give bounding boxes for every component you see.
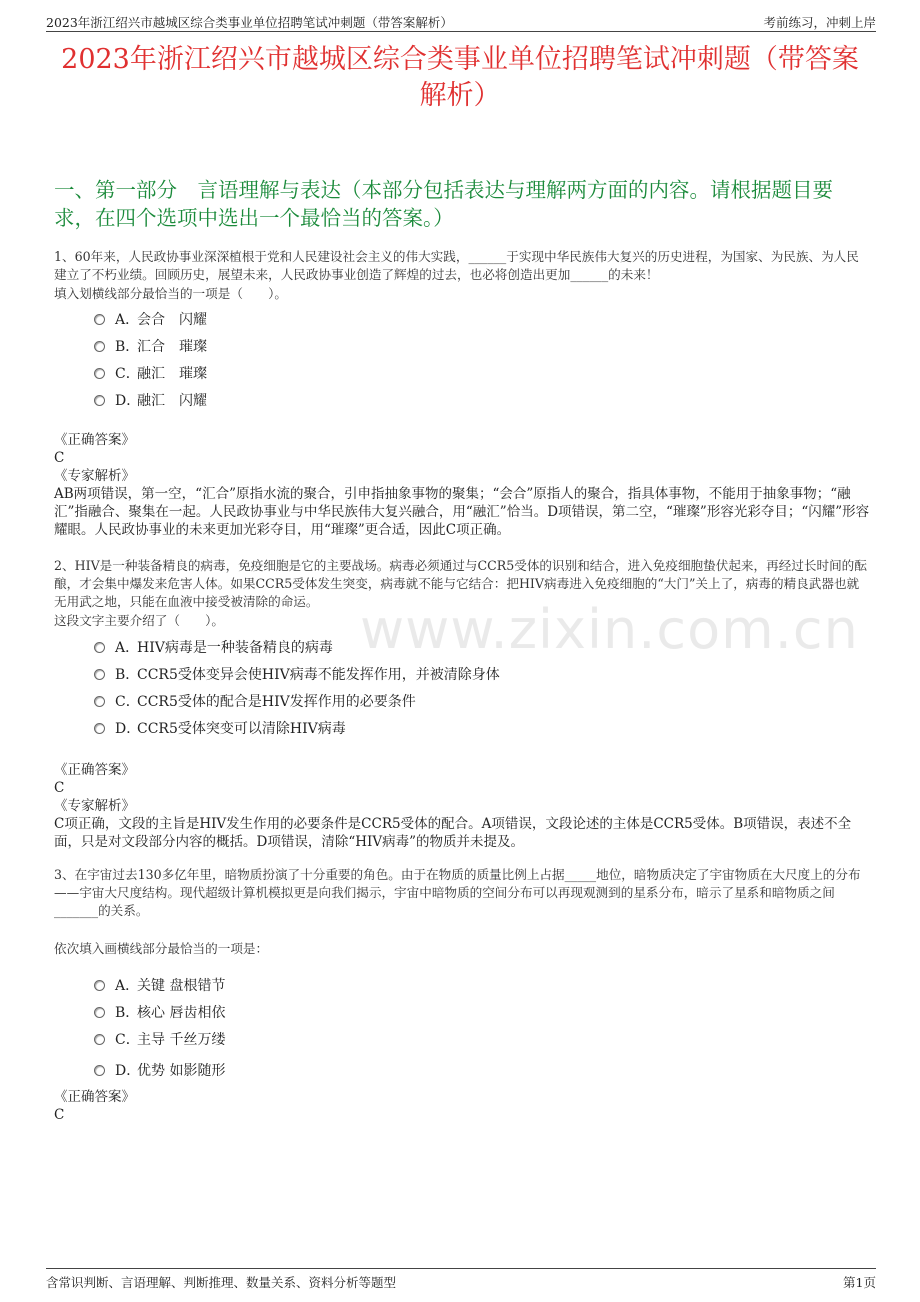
option-c[interactable]: C．融汇 璀璨 [94,363,207,383]
analysis-label: 《专家解析》 [54,798,135,814]
question-1-answer [54,431,870,539]
answer-value: C [54,1107,65,1123]
answer-label: 《正确答案》 [54,762,135,778]
section-heading: 一、第一部分 言语理解与表达（本部分包括表达与理解两方面的内容。请根据题目要求，在四个选项中选出一个最恰当的答案。） [54,178,833,230]
option-a[interactable]: A．会合 闪耀 [94,309,207,329]
option-b[interactable]: B．汇合 璀璨 [94,336,207,356]
question-stem: 2、HIV是一种装备精良的病毒，免疫细胞是它的主要战场。病毒必须通过与CCR5受体的识别和结合，进入免疫细胞蛰伏起来，再经过长时间的酝酿，才会集中爆发来危害人体。如果CCR5受体发生突变，病毒就不能与它结合：把HIV病毒进入免疫细胞的“大门”关上了，病毒的精良武器也就无用武之地，只能在血液中接受被清除的命运。 [54,558,867,609]
question-prompt: 填入划横线部分最恰当的一项是（ ）。 [54,286,287,301]
header-doc-title: 2023年浙江绍兴市越城区综合类事业单位招聘笔试冲刺题（带答案解析） [46,15,453,30]
option-d[interactable]: D．融汇 闪耀 [94,390,207,410]
answer-value: C [54,780,65,796]
option-d[interactable]: D．CCR5受体突变可以清除HIV病毒 [94,718,346,738]
running-header [46,10,876,32]
answer-label: 《正确答案》 [54,1089,135,1105]
analysis-label: 《专家解析》 [54,468,135,484]
page-title: 2023年浙江绍兴市越城区综合类事业单位招聘笔试冲刺题（带答案解析） [61,44,859,111]
answer-label: 《正确答案》 [54,432,135,448]
question-stem: 1、60年来，人民政协事业深深植根于党和人民建设社会主义的伟大实践，______于实现中华民族伟大复兴的历史进程，为国家、为民族、为人民建立了不朽业绩。回顾历史，展望未来，人民政协事业创造了辉煌的过去，也必将创造出更加______的未来！ [54,249,859,282]
radio-icon[interactable] [94,395,105,406]
question-prompt: 这段文字主要介绍了（ ）。 [54,613,225,628]
question-prompt: 依次填入画横线部分最恰当的一项是： [54,941,269,956]
radio-icon[interactable] [94,314,105,325]
option-a[interactable]: A．HIV病毒是一种装备精良的病毒 [94,637,333,657]
option-b[interactable]: B．CCR5受体变异会使HIV病毒不能发挥作用，并被清除身体 [94,664,500,684]
question-3 [54,866,870,920]
radio-icon[interactable] [94,1034,105,1045]
header-slogan: 考前练习，冲刺上岸 [763,15,876,30]
option-d[interactable]: D．优势 如影随形 [94,1060,225,1080]
radio-icon[interactable] [94,696,105,707]
radio-icon[interactable] [94,980,105,991]
question-1 [54,248,870,303]
radio-icon[interactable] [94,1007,105,1018]
watermark-text: www.zixin.com.cn [360,598,859,661]
page-number: 第1页 [843,1275,876,1290]
option-c[interactable]: C．主导 千丝万缕 [94,1029,225,1049]
option-b[interactable]: B．核心 唇齿相依 [94,1002,225,1022]
question-3-answer [54,1088,870,1124]
radio-icon[interactable] [94,1065,105,1076]
analysis-text: C项正确，文段的主旨是HIV发生作用的必要条件是CCR5受体的配合。A项错误，文段论述的主体是CCR5受体。B项错误，表述不全面，只是对文段部分内容的概括。D项错误，清除“HIV病毒”的物质并未提及。 [54,816,852,850]
radio-icon[interactable] [94,723,105,734]
question-3-prompt [54,940,870,958]
radio-icon[interactable] [94,669,105,680]
radio-icon[interactable] [94,368,105,379]
option-a[interactable]: A．关键 盘根错节 [94,975,225,995]
radio-icon[interactable] [94,642,105,653]
question-2-answer [54,761,870,851]
option-c[interactable]: C．CCR5受体的配合是HIV发挥作用的必要条件 [94,691,416,711]
running-footer [46,1268,876,1292]
answer-value: C [54,450,65,466]
question-stem: 3、在宇宙过去130多亿年里，暗物质扮演了十分重要的角色。由于在物质的质量比例上占据_____地位，暗物质决定了宇宙物质在大尺度上的分布——宇宙大尺度结构。现代超级计算机模拟更是向我们揭示，宇宙中暗物质的空间分布可以再现观测到的星系分布，暗示了星系和暗物质之间_______的关系。 [54,867,861,918]
question-2 [54,557,870,630]
radio-icon[interactable] [94,341,105,352]
footer-description: 含常识判断、言语理解、判断推理、数量关系、资料分析等题型 [46,1275,397,1290]
analysis-text: AB两项错误，第一空，“汇合”原指水流的聚合，引申指抽象事物的聚集；“会合”原指人的聚合，指具体事物，不能用于抽象事物；“融汇”指融合、聚集在一起。人民政协事业与中华民族伟大复兴融合，用“融汇”恰当。D项错误，第二空，“璀璨”形容光彩夺目；“闪耀”形容耀眼。人民政协事业的未来更加光彩夺目，用“璀璨”更合适，因此C项正确。 [54,486,870,538]
